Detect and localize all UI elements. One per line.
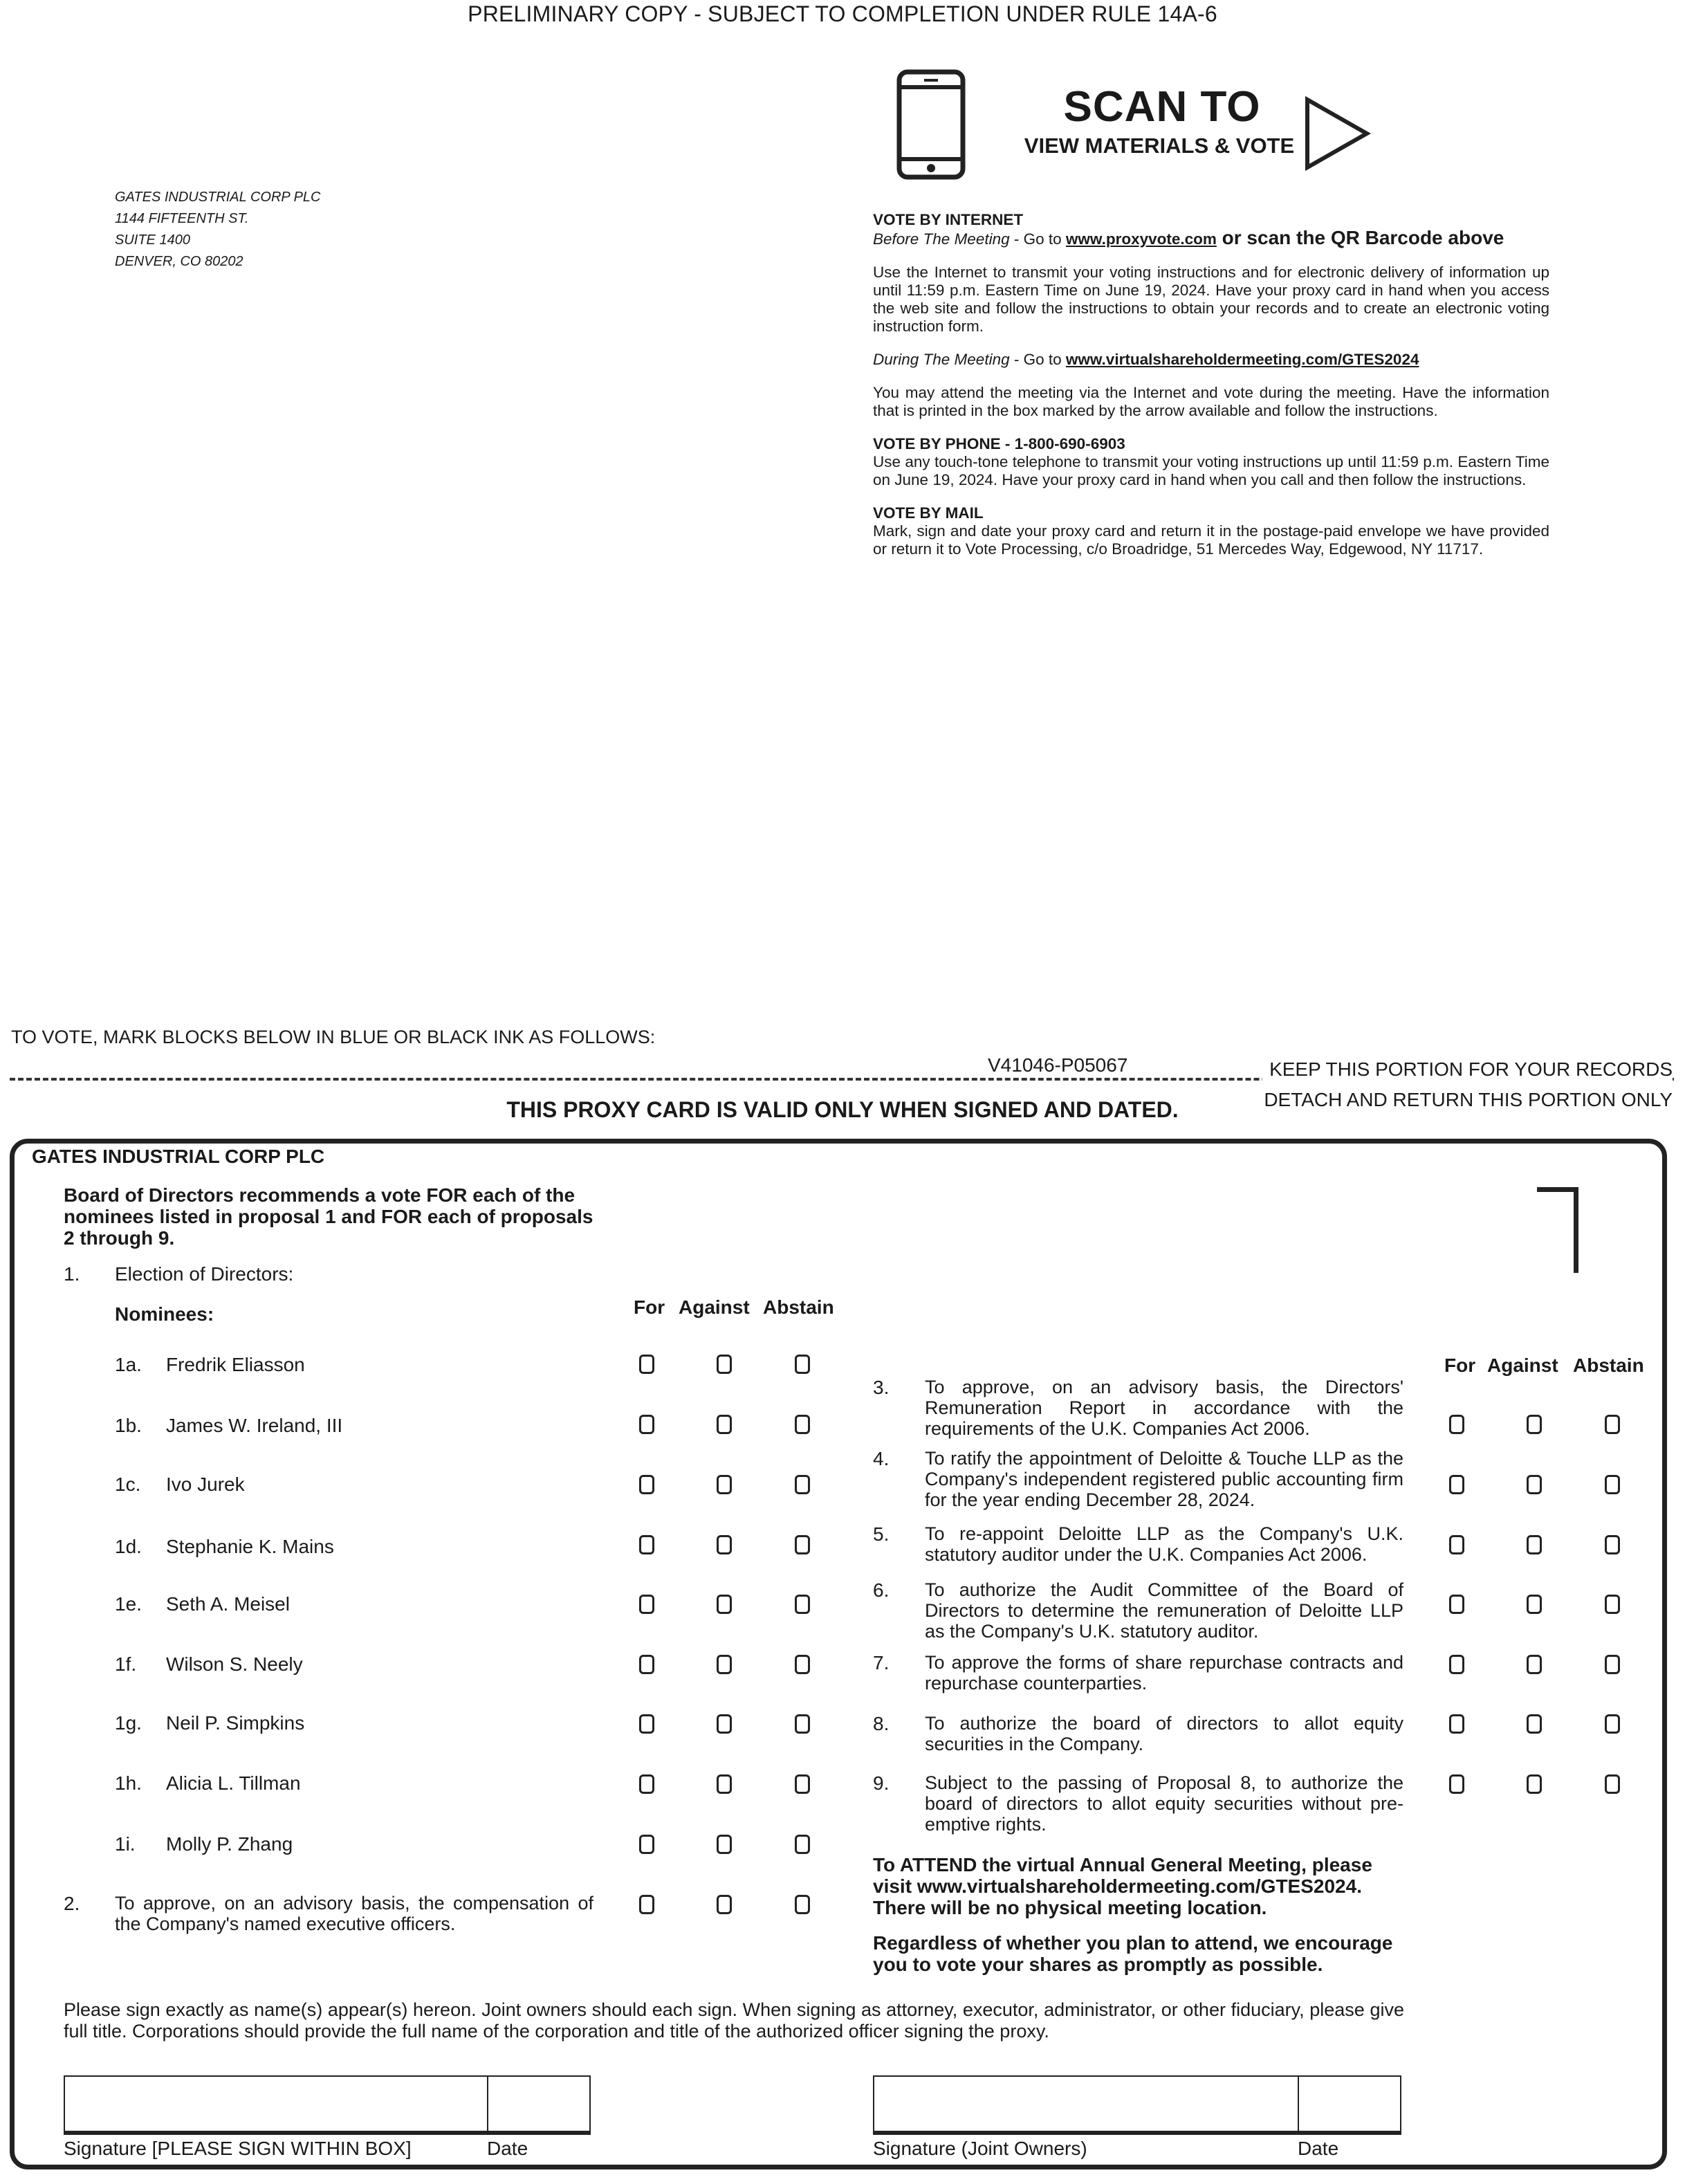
for-checkbox[interactable] (1449, 1774, 1464, 1794)
abstain-checkbox[interactable] (795, 1355, 810, 1374)
proposal-text: To approve the forms of share repurchase contracts and repurchase counterparties. (925, 1652, 1403, 1694)
company-address (115, 187, 320, 273)
phone-icon (896, 69, 966, 180)
during-goto: - Go to (1009, 351, 1066, 368)
proposal-number: 4. (873, 1448, 890, 1469)
proposal-number: 7. (873, 1652, 890, 1673)
control-number: V41046-P05067 (982, 1054, 1133, 1076)
nominee-number: 1e. (115, 1593, 142, 1615)
before-tail: or scan the QR Barcode above (1216, 227, 1504, 248)
before-goto: - Go to (1009, 230, 1066, 248)
proposal-number: 9. (873, 1772, 890, 1794)
abstain-checkbox[interactable] (1605, 1714, 1620, 1734)
nominee-number: 1c. (115, 1474, 141, 1495)
voting-instructions (873, 211, 1549, 558)
keep-portion-text: KEEP THIS PORTION FOR YOUR RECORDS (1262, 1058, 1673, 1081)
against-checkbox[interactable] (717, 1355, 732, 1374)
for-checkbox[interactable] (639, 1655, 654, 1674)
internet-body: Use the Internet to transmit your voting instructions and for electronic delivery of information up until 11:59 p.m. Eastern Time on June 19, 2024. Have your proxy card in hand when you access the web site and follow the instructions to obtain your records and to create an electronic voting instruction form. (873, 264, 1549, 335)
phone-heading: VOTE BY PHONE - 1-800-690-6903 (873, 435, 1125, 452)
proposal-number: 6. (873, 1579, 890, 1601)
nominee-number: 1g. (115, 1712, 142, 1734)
proposal-text: Subject to the passing of Proposal 8, to authorize the board of directors to allot equity securities without pre-emptive rights. (925, 1772, 1403, 1835)
for-checkbox[interactable] (639, 1895, 654, 1914)
for-checkbox[interactable] (1449, 1595, 1464, 1614)
before-label: Before The Meeting (873, 230, 1010, 248)
for-checkbox[interactable] (639, 1415, 654, 1434)
proposal-number: 8. (873, 1713, 890, 1734)
for-checkbox[interactable] (639, 1535, 654, 1554)
date-label: Date (487, 2138, 528, 2159)
against-checkbox[interactable] (717, 1415, 732, 1434)
detach-portion-text: DETACH AND RETURN THIS PORTION ONLY (1264, 1089, 1673, 1110)
signature-box[interactable] (64, 2075, 591, 2135)
against-checkbox[interactable] (1527, 1475, 1542, 1494)
nominee-name: Fredrik Eliasson (166, 1354, 305, 1375)
right-col-for: For (1444, 1355, 1476, 1376)
nominee-number: 1a. (115, 1354, 142, 1375)
proposal-text: To authorize the board of directors to allot equity securities in the Company. (925, 1713, 1403, 1754)
for-checkbox[interactable] (639, 1355, 654, 1374)
against-checkbox[interactable] (1527, 1535, 1542, 1554)
against-checkbox[interactable] (1527, 1415, 1542, 1434)
proposal-text: To re-appoint Deloitte LLP as the Company's U.K. statutory auditor under the U.K. Companies Act 2006. (925, 1523, 1403, 1565)
preliminary-banner: PRELIMINARY COPY - SUBJECT TO COMPLETION UNDER RULE 14A-6 (468, 1, 1217, 26)
nominee-name: Seth A. Meisel (166, 1593, 290, 1615)
abstain-checkbox[interactable] (1605, 1475, 1620, 1494)
nominee-name: James W. Ireland, III (166, 1415, 343, 1436)
abstain-checkbox[interactable] (795, 1895, 810, 1914)
during-meeting-line (873, 351, 1549, 369)
for-checkbox[interactable] (639, 1714, 654, 1734)
phone-body: Use any touch-tone telephone to transmit your voting instructions up until 11:59 p.m. Eastern Time on June 19, 2024. Have your proxy card in hand when you call and then follow the instructions. (873, 453, 1549, 488)
abstain-checkbox[interactable] (795, 1835, 810, 1854)
right-col-abstain: Abstain (1573, 1355, 1644, 1376)
abstain-checkbox[interactable] (795, 1535, 810, 1554)
signature-date-divider (487, 2077, 488, 2131)
mail-heading: VOTE BY MAIL (873, 504, 984, 522)
address-company: GATES INDUSTRIAL CORP PLC (115, 190, 321, 205)
nominee-name: Ivo Jurek (166, 1474, 245, 1495)
proposal-text: To ratify the appointment of Deloitte & Touche LLP as the Company's independent registered public accounting firm for the year ending December 28, 2024. (925, 1448, 1403, 1510)
address-line-1: 1144 FIFTEENTH ST. (115, 211, 249, 226)
nominee-name: Alicia L. Tillman (166, 1772, 301, 1794)
scan-subtitle: VIEW MATERIALS & VOTE (1024, 134, 1295, 158)
joint-date-label: Date (1298, 2138, 1339, 2159)
against-checkbox[interactable] (717, 1714, 732, 1734)
to-vote-instruction: TO VOTE, MARK BLOCKS BELOW IN BLUE OR BLACK INK AS FOLLOWS: (11, 1027, 656, 1047)
for-checkbox[interactable] (1449, 1415, 1464, 1434)
abstain-checkbox[interactable] (795, 1655, 810, 1674)
proposal-1-number: 1. (64, 1263, 80, 1285)
against-checkbox[interactable] (1527, 1595, 1542, 1614)
against-checkbox[interactable] (717, 1535, 732, 1554)
nominees-label: Nominees: (115, 1303, 214, 1325)
proxyvote-link[interactable]: www.proxyvote.com (1065, 230, 1217, 248)
abstain-checkbox[interactable] (795, 1774, 810, 1794)
abstain-checkbox[interactable] (1605, 1655, 1620, 1674)
proposal-2-number: 2. (64, 1893, 80, 1914)
for-checkbox[interactable] (1449, 1655, 1464, 1674)
before-meeting-line (873, 229, 1549, 248)
internet-heading: VOTE BY INTERNET (873, 211, 1024, 228)
nominee-number: 1f. (115, 1653, 137, 1675)
abstain-checkbox[interactable] (1605, 1415, 1620, 1434)
proposal-1-text: Election of Directors: (115, 1263, 294, 1285)
joint-signature-date-divider (1298, 2077, 1299, 2131)
signature-label: Signature [PLEASE SIGN WITHIN BOX] (64, 2138, 412, 2159)
abstain-checkbox[interactable] (795, 1415, 810, 1434)
against-checkbox[interactable] (1527, 1655, 1542, 1674)
joint-signature-box[interactable] (873, 2075, 1401, 2135)
card-company-name: GATES INDUSTRIAL CORP PLC (32, 1146, 325, 1167)
abstain-checkbox[interactable] (795, 1714, 810, 1734)
abstain-checkbox[interactable] (1605, 1595, 1620, 1614)
mail-body: Mark, sign and date your proxy card and return it in the postage-paid envelope we have provided or return it to Vote Processing, c/o Broadridge, 51 Mercedes Way, Edgewood, NY 11717. (873, 522, 1549, 558)
left-col-for: For (634, 1296, 665, 1318)
right-col-against: Against (1487, 1355, 1558, 1376)
signing-instructions: Please sign exactly as name(s) appear(s) hereon. Joint owners should each sign. When signing as attorney, executor, administrator, or other fiduciary, please give full title. Corporations should provide the full name of the corporation and title of the authorized officer signing the proxy. (64, 1999, 1404, 2041)
abstain-checkbox[interactable] (795, 1595, 810, 1614)
during-label: During The Meeting (873, 351, 1010, 368)
proposal-2-text: To approve, on an advisory basis, the compensation of the Company's named executive officers. (115, 1893, 593, 1934)
abstain-checkbox[interactable] (1605, 1774, 1620, 1794)
arrow-right-icon (1303, 95, 1372, 172)
for-checkbox[interactable] (1449, 1535, 1464, 1554)
scan-title: SCAN TO (1063, 83, 1261, 131)
left-col-abstain: Abstain (763, 1296, 834, 1318)
scan-to-vote (896, 69, 1381, 187)
address-line-3: DENVER, CO 80202 (115, 254, 243, 269)
proposal-text: To approve, on an advisory basis, the Directors' Remuneration Report in accordance with the requirements of the U.K. Companies Act 2006. (925, 1377, 1403, 1439)
proposal-text: To authorize the Audit Committee of the Board of Directors to determine the remuneration of Deloitte LLP as the Company's U.K. statutory auditor. (925, 1579, 1403, 1642)
against-checkbox[interactable] (717, 1835, 732, 1854)
against-checkbox[interactable] (1527, 1774, 1542, 1794)
left-col-against: Against (679, 1296, 750, 1318)
attend-text: To ATTEND the virtual Annual General Meeting, please visit www.virtualshareholdermeeting.com/GTES2024. There will be no physical meeting location. (873, 1854, 1372, 1918)
against-checkbox[interactable] (717, 1895, 732, 1914)
attend-notice (873, 1854, 1412, 1975)
for-checkbox[interactable] (639, 1774, 654, 1794)
against-checkbox[interactable] (717, 1475, 732, 1494)
against-checkbox[interactable] (717, 1595, 732, 1614)
nominee-number: 1d. (115, 1536, 142, 1557)
for-checkbox[interactable] (639, 1475, 654, 1494)
nominee-name: Neil P. Simpkins (166, 1712, 305, 1734)
proposal-number: 5. (873, 1523, 890, 1545)
corner-mark (1537, 1187, 1578, 1273)
nominee-number: 1i. (115, 1833, 136, 1855)
virtual-meeting-link[interactable]: www.virtualshareholdermeeting.com/GTES2024 (1065, 351, 1419, 368)
nominee-name: Molly P. Zhang (166, 1833, 293, 1855)
abstain-checkbox[interactable] (1605, 1535, 1620, 1554)
against-checkbox[interactable] (717, 1655, 732, 1674)
encourage-text: Regardless of whether you plan to attend, we encourage you to vote your shares as promptly as possible. (873, 1932, 1393, 1975)
for-checkbox[interactable] (639, 1595, 654, 1614)
address-line-2: SUITE 1400 (115, 232, 190, 248)
against-checkbox[interactable] (1527, 1714, 1542, 1734)
for-checkbox[interactable] (639, 1835, 654, 1854)
valid-notice: THIS PROXY CARD IS VALID ONLY WHEN SIGNED AND DATED. (506, 1097, 1179, 1122)
against-checkbox[interactable] (717, 1774, 732, 1794)
nominee-name: Stephanie K. Mains (166, 1536, 334, 1557)
proposal-number: 3. (873, 1377, 890, 1398)
during-body: You may attend the meeting via the Internet and vote during the meeting. Have the information that is printed in the box marked by the arrow available and follow the instructions. (873, 384, 1549, 419)
board-recommendation: Board of Directors recommends a vote FOR each of the nominees listed in proposal 1 and FOR each of proposals 2 through 9. (64, 1184, 593, 1249)
nominee-number: 1h. (115, 1772, 142, 1794)
abstain-checkbox[interactable] (795, 1475, 810, 1494)
for-checkbox[interactable] (1449, 1475, 1464, 1494)
joint-signature-label: Signature (Joint Owners) (873, 2138, 1087, 2159)
nominee-number: 1b. (115, 1415, 142, 1436)
for-checkbox[interactable] (1449, 1714, 1464, 1734)
nominee-name: Wilson S. Neely (166, 1653, 303, 1675)
